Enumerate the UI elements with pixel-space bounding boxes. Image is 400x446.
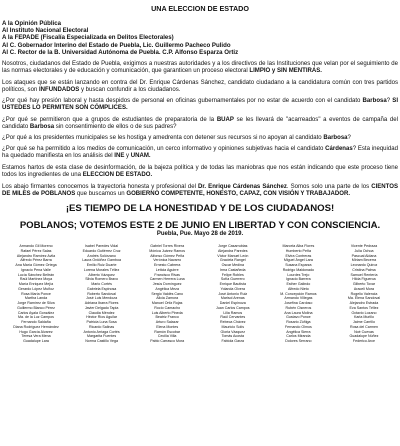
signatory-name: Isabel Paredes Vidal (85, 244, 119, 249)
signatory-name: Teresa Vera Mena (21, 334, 51, 339)
signatory-name: Rosa del Carmen (349, 324, 378, 329)
signatory-column (332, 244, 396, 344)
signatory-name: Víctor Manuel León (217, 253, 249, 258)
question-students: ¿Por qué se permitieron que a grupos de estudiantes de preparatoria de la BUAP se les llevará de "acarreados" a eventos de campaña del candidato Barbosa sin consentimiento de ellos o de sus padres? (2, 116, 398, 130)
signatory-name: Vicente Pedraza (350, 244, 378, 249)
signatory-name: Lorena Morales Téllez (83, 267, 120, 272)
signatory-name: Rodrigo Maldonado (282, 267, 315, 272)
signatory-name: Roberto Sandoval (87, 291, 116, 296)
signatory-name: Esther Galindo (286, 282, 311, 287)
signatory-name: Graciela Rangel (219, 258, 246, 263)
signatory-name: Federico Arce (352, 339, 376, 344)
signatory-name: Elvira Contreras (285, 253, 312, 258)
signatory-name: Ignacio Pena Valle (21, 267, 51, 272)
signatory-name: Francisco Rivas (154, 272, 180, 277)
signatory-name: Josefina Cardoso (284, 301, 313, 306)
signatory-name: Leticia Aguirre (155, 267, 179, 272)
signatory-name: Armando Gil Moreno (19, 244, 53, 249)
signatory-name: Héctor Ríos Aguilar (86, 315, 118, 320)
signatory-name: Rogelio Valencia (350, 291, 378, 296)
signatory-name: Ricardo Salinas (89, 324, 115, 329)
signatory-name: Rosario Zúñiga (286, 320, 311, 325)
signatory-name: Octavio Lozano (351, 310, 377, 315)
signatory-name: Claudia Méndez (88, 310, 115, 315)
signatory-name: Mauricio Solís (221, 324, 245, 329)
question-media: ¿Por qué se ha permitido a los medios de comunicación, un cerco informativo y opiniones subjetivas hacia el candidato Cárdenas? Esta inequidad ha quedado manifiesta en los análisis del INE y UNAM. (2, 145, 398, 159)
signatory-name: Beatriz Franco (155, 315, 179, 320)
signatory-name: Ignacio Barrera (286, 277, 311, 282)
signatory-name: Raúl Cervantes (220, 315, 246, 320)
signatory-name: María Enriquez Mejía (18, 282, 54, 287)
signatory-name: Mónica Juárez Ramos (149, 248, 186, 253)
signatory-name: Elena Montes (156, 324, 179, 329)
recipient-line: Al Instituto Nacional Electoral (2, 27, 89, 35)
signatory-name: Jesús Domínguez (152, 282, 182, 287)
signatory-name: Laura Ordóñez Gamboa (82, 258, 121, 263)
signatory-name: Marisol Arenas (220, 296, 245, 301)
question-labor-pressure: ¿Por qué hay presión laboral y hasta despidos de personal en oficinas gubernamentales por no estar de acuerdo con el candidato Barbosa? SI USTEDES LO PERMITEN SON CÓMPLICES. (2, 98, 399, 112)
signatory-name: Silvia Romero Bravo (85, 277, 118, 282)
signatory-name: Jorge Ramírez de Silva (17, 301, 55, 306)
signatory-name: Gustavo Ponce (286, 315, 311, 320)
signatory-column (201, 244, 265, 344)
signatory-name: Enrique Bautista (219, 282, 246, 287)
signatory-name: Eva Santos Téllez (349, 305, 379, 310)
signatory-name: Miriam Becerra (351, 258, 377, 263)
signatory-name: Angélica Meza (155, 286, 179, 291)
signatory-name: Rosa María Ponce (21, 291, 51, 296)
signatory-name: Alfredo Nieto (287, 286, 309, 291)
signatory-name: Manuel Ortiz Rojas (151, 301, 183, 306)
signatory-name: Yolanda Olvera (220, 286, 245, 291)
signatory-name: Javier Delgado Tapia (84, 305, 119, 310)
signatory-name: Andrés Solórzano (87, 253, 116, 258)
signatory-name: Gloria Vázquez (220, 329, 246, 334)
signatory-name: Ma. de la Luz Campos (18, 315, 54, 320)
signatory-column (266, 244, 330, 344)
place-date: Puebla, Pue. Mayo 28 de 2019. (156, 231, 244, 238)
signatory-name: Alejandro Ramírez Avila (16, 253, 56, 258)
signatory-name: Alfredo Pérez Barra (20, 258, 52, 263)
signatory-name: Hilda Figueroa (352, 277, 376, 282)
signatory-name: Pablo Carrasco Mora (150, 339, 185, 344)
signatory-name: Ana Laura Molina (284, 310, 313, 315)
signatory-column (4, 244, 68, 344)
signatory-name: Gabriel Torres Rivera (150, 244, 185, 249)
signatory-name: Antonio Arriaga Cortés (83, 329, 120, 334)
signatory-name: Juan Carlos Campos (216, 305, 250, 310)
signatory-name: Rafael Pérez Salas (20, 248, 52, 253)
signatory-name: Guadalupe Lara (23, 339, 49, 344)
signatory-name: Carlos Ayala González (17, 310, 55, 315)
signatory-name: Jorge Casarrubias (218, 244, 248, 249)
recipient-line: A la FEPADE (Fiscalía Especializada en Delitos Electorales) (2, 34, 174, 42)
signatory-name: Hugo García Álvarez (19, 329, 53, 334)
recipient-line: A la Opinión Pública (2, 20, 62, 27)
signatory-name: Lourdes Trejo (287, 272, 310, 277)
slogan-line: ¡ES TIEMPO DE LA HONESTIDAD Y DE LOS CIUDADANOS! (65, 203, 335, 215)
signatory-name: Jaime Carrillo (352, 320, 375, 325)
paragraph-attacks: Los ataques que se están lanzando en contra del Dr. Enrique Cárdenas Sánchez, candidato ciudadano a la candidatura común con tres partidos políticos, son INFUNDADOS y buscan confundir a los ciudadanos. (2, 80, 398, 94)
signatories-grid (2, 244, 398, 344)
notice-title: UNA ELECCION DE ESTADO (151, 4, 249, 13)
signatory-name: José Luis Mendoza (86, 296, 118, 301)
signatory-name: Alicia Zamora (156, 296, 179, 301)
signatory-name: Rocío Camacho (154, 305, 181, 310)
newspaper-notice (2, 4, 398, 344)
signatory-name: José Antonio Ruiz (218, 291, 248, 296)
signatory-name: Martha Landa (24, 296, 48, 301)
question-mayors: ¿Por qué a los presidentes municipales se les hostiga y amedrenta con detener sus recursos si no apoyan al candidato Barbosa? (2, 134, 351, 141)
signatory-name: Fernando Olmos (284, 324, 312, 329)
signatory-name: Guillermo Blanco Pérez (17, 305, 55, 310)
signatory-name: Gerardo López Muñoz (18, 286, 54, 291)
signatory-name: Carmen Herrera Luna (149, 277, 185, 282)
signatory-name: Emilio Ruiz Duarte (86, 263, 117, 268)
signatory-name: Miguel Ángel Lara (283, 258, 313, 263)
signatory-name: Karla Murillo (353, 315, 374, 320)
recipient-line: Al C. Rector de la B. Universidad Autónoma de Puebla. C.P. Alfonso Esparza Ortiz (2, 48, 239, 56)
signatory-name: Humberto Peña (285, 248, 311, 253)
signatory-name: Alfonso Gómez Peña (150, 253, 185, 258)
signatory-name: Diana Rodríguez Hernández (13, 324, 59, 329)
signatory-name: Fabiola Garza (221, 339, 245, 344)
signatory-name: Rubén Cisneros (285, 305, 312, 310)
signatory-name: Fernando Saldaña (21, 320, 51, 325)
paragraph-fed-up: Estamos hartos de esta clase de desinformación, de la bajeza política y de todas las maniobras que nos están indicando que este proceso tiene todos los ingredientes de una ELECCION DE ESTADO. (2, 165, 398, 179)
signatory-name: Daniel Espinoza (219, 301, 246, 306)
paragraph-signers: Los abajo firmantes conocemos la trayectoria honesta y profesional del Dr. Enrique Cárdenas Sánchez. Somos solo una parte de los CIENTOS DE MILES de POBLANOS que buscamos un GOBIERNO COMPETENTE, HONESTO, CAPAZ, CON VISIÓN Y TRABAJADOR. (2, 184, 398, 198)
signatory-name: Armando Villegas (284, 296, 313, 301)
signatory-name: Marcela Alba Flores (282, 244, 315, 249)
signatory-name: Angélica Sierra (286, 329, 311, 334)
signatory-name: Ma. Elena Sandoval (347, 296, 381, 301)
signatory-name: Dolores Serrano (285, 339, 312, 344)
recipients-block (2, 20, 398, 56)
signatory-name: Lucía Sánchez Beltrán (17, 272, 55, 277)
signatory-name: Margarita Fuentes (87, 334, 117, 339)
signatory-name: Raúl Martínez Moya (19, 277, 53, 282)
signatory-name: Ernesto Cabrera (154, 263, 181, 268)
signatory-name: Alejandra Paredes (217, 248, 248, 253)
signatory-name: Alberto Vázquez (88, 272, 115, 277)
signatory-name: Cecilia Villa (157, 334, 177, 339)
signatory-name: Luis Alberto Pineda (151, 310, 183, 315)
signatory-name: Eduardo Gutiérrez Cruz (82, 248, 121, 253)
signatory-name: Patricia Luna Sosa (86, 320, 117, 325)
signatory-name: Tomás Acosta (221, 334, 244, 339)
signatory-name: Cristina Palma (352, 267, 376, 272)
slogan-line: POBLANOS; VOTEMOS ESTE 2 DE JUNIO EN LIBERTAD Y CON CONSCIENCIA. (19, 219, 381, 231)
signatory-name: Pascual Aldana (351, 253, 377, 258)
signatory-name: Susana Esparza (285, 263, 312, 268)
signatory-name: Adriana Ibarra Flores (84, 301, 119, 306)
signatory-name: Leonardo Quiroz (350, 263, 378, 268)
signatory-name: Alejandro Estrada (349, 301, 379, 306)
signatory-name: Sofía Guerrero (220, 277, 245, 282)
signatory-name: Ramón Escobar (154, 329, 181, 334)
signatory-name: Julia Ochoa (354, 248, 374, 253)
signatory-column (135, 244, 199, 344)
signatory-name: Gabriela Espinosa (86, 286, 117, 291)
signatory-column (70, 244, 134, 344)
signatory-name: Lilia Ramos (223, 310, 243, 315)
signatory-name: Norma Castillo Vega (85, 339, 118, 344)
signatory-name: Gilberto Tovar (352, 282, 376, 287)
signatory-name: M. Concepción Ramos (280, 291, 317, 296)
signatory-name: Sergio Valdés Cano (151, 291, 184, 296)
signatory-name: Felipe Robles (221, 272, 244, 277)
signatory-name: Guadalupe Núñez (349, 334, 379, 339)
signatory-name: Samuel Rentería (350, 272, 378, 277)
signatory-name: Carlos Miranda (286, 334, 311, 339)
recipient-line: Al C. Gobernador Interino del Estado de Puebla, Lic. Guillermo Pacheco Pulido (2, 41, 231, 49)
signatory-name: Araceli Mora (353, 286, 375, 291)
paragraph-demand: Nosotros, ciudadanos del Estado de Puebla, exigimos a nuestras autoridades y a los directivos de las Instituciones que velan por el seguimiento de las normas electorales y de educación y comunicación, que garanticen un proceso electoral LIMPIO y SIN MENTIRAS. (2, 61, 398, 75)
signatory-name: Ana María Gómez Ortega (15, 263, 57, 268)
signatory-name: Rebeca Chávez (219, 320, 246, 325)
signatory-name: Noé Cuevas (354, 329, 374, 334)
signatory-name: Verónica Navarro (153, 258, 182, 263)
signatory-name: Irma Castañeda (219, 267, 246, 272)
signatory-name: Oscar Medina (221, 263, 244, 268)
signatory-name: Arturo Salazar (155, 320, 179, 325)
signatory-name: Mario Cortés (91, 282, 112, 287)
